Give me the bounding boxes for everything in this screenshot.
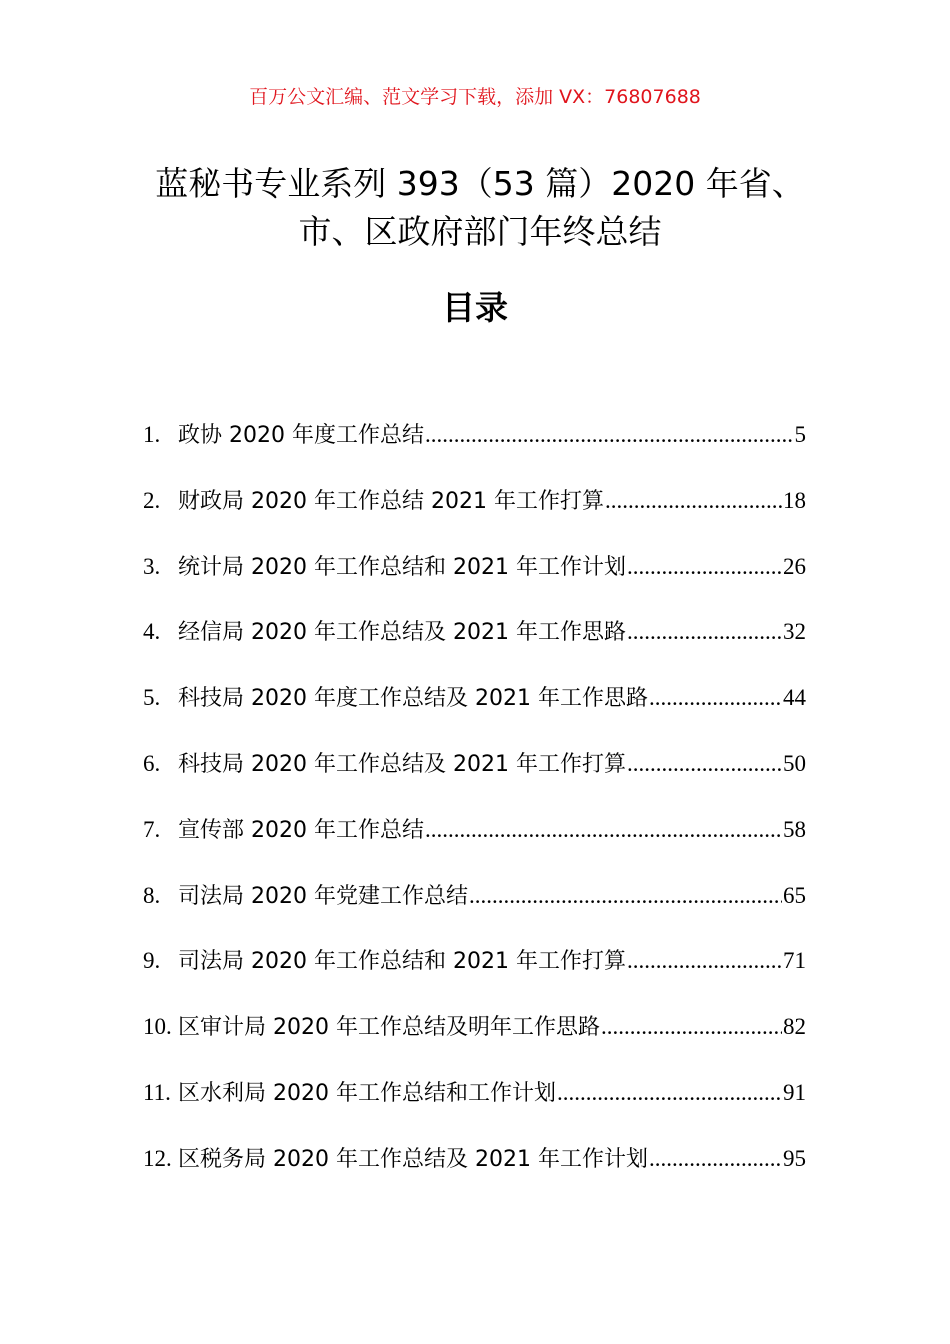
toc-entry-page: 50 (783, 750, 806, 776)
toc-leader-dots (627, 554, 782, 580)
toc-leader-dots (425, 817, 782, 843)
toc-entry-title: 统计局 2020 年工作总结和 2021 年工作计划 (178, 554, 626, 580)
toc-entry[interactable] (143, 747, 806, 813)
toc-entry-number: 2. (143, 487, 161, 513)
toc-leader-dots (649, 685, 782, 711)
toc-entry-number: 5. (143, 685, 161, 711)
document-title (130, 160, 830, 256)
toc-entry-page: 82 (783, 1014, 806, 1040)
toc-entry-page: 32 (783, 619, 806, 645)
toc-entry[interactable] (143, 418, 806, 484)
toc-leader-dots (469, 883, 782, 909)
toc-entry[interactable] (143, 879, 806, 945)
toc-entry[interactable] (143, 944, 806, 1010)
header-promo-note: 百万公文汇编、范文学习下载，添加 VX：76807688 (249, 86, 701, 108)
toc-entry-page: 5 (794, 422, 806, 447)
toc-entry-title: 区审计局 2020 年工作总结及明年工作思路 (178, 1015, 600, 1041)
toc-leader-dots (605, 488, 782, 514)
toc-entry[interactable] (143, 615, 806, 681)
toc-entry-number: 6. (143, 750, 161, 776)
toc-entry-page: 71 (783, 948, 806, 974)
toc-leader-dots (627, 619, 782, 645)
toc-leader-dots (627, 751, 782, 777)
toc-entry[interactable] (143, 1142, 806, 1208)
toc-entry-title: 区税务局 2020 年工作总结及 2021 年工作计划 (178, 1146, 648, 1172)
toc-entry-title: 区水利局 2020 年工作总结和工作计划 (178, 1080, 556, 1106)
toc-leader-dots (557, 1080, 782, 1106)
toc-entry-number: 4. (143, 619, 161, 645)
toc-entry-page: 58 (783, 816, 806, 842)
toc-entry-number: 10. (143, 1014, 172, 1040)
toc-entry-title: 司法局 2020 年工作总结和 2021 年工作打算 (178, 949, 626, 975)
toc-entry[interactable] (143, 681, 806, 747)
table-of-contents (143, 418, 806, 1208)
toc-entry-page: 18 (783, 487, 806, 513)
toc-entry[interactable] (143, 1010, 806, 1076)
toc-entry-number: 12. (143, 1145, 172, 1171)
toc-entry[interactable] (143, 550, 806, 616)
toc-entry-title: 政协 2020 年度工作总结 (178, 423, 424, 448)
toc-heading: 目录 (442, 288, 508, 327)
toc-entry-page: 95 (783, 1145, 806, 1171)
toc-entry-title: 财政局 2020 年工作总结 2021 年工作打算 (178, 488, 604, 514)
toc-entry[interactable] (143, 1076, 806, 1142)
toc-entry-page: 91 (783, 1079, 806, 1105)
toc-entry-page: 65 (783, 882, 806, 908)
toc-entry-page: 44 (783, 685, 806, 711)
toc-entry-number: 3. (143, 553, 161, 579)
toc-leader-dots (649, 1146, 782, 1172)
toc-entry-number: 8. (143, 882, 161, 908)
toc-entry[interactable] (143, 813, 806, 879)
toc-leader-dots (627, 948, 782, 974)
toc-leader-dots (425, 422, 794, 448)
document-title-line-2: 市、区政府部门年终总结 (298, 212, 662, 251)
toc-leader-dots (601, 1014, 782, 1040)
toc-entry-title: 经信局 2020 年工作总结及 2021 年工作思路 (178, 620, 626, 646)
toc-entry-title: 宣传部 2020 年工作总结 (178, 817, 424, 843)
toc-entry[interactable] (143, 484, 806, 550)
toc-entry-title: 科技局 2020 年度工作总结及 2021 年工作思路 (178, 686, 648, 712)
toc-entry-number: 11. (143, 1079, 171, 1105)
toc-entry-page: 26 (783, 553, 806, 579)
toc-entry-number: 7. (143, 816, 161, 842)
toc-entry-title: 科技局 2020 年工作总结及 2021 年工作打算 (178, 751, 626, 777)
toc-entry-title: 司法局 2020 年党建工作总结 (178, 883, 468, 909)
toc-entry-number: 1. (143, 422, 161, 447)
document-title-line-1: 蓝秘书专业系列 393（53 篇）2020 年省、 (155, 164, 805, 203)
toc-entry-number: 9. (143, 948, 161, 974)
